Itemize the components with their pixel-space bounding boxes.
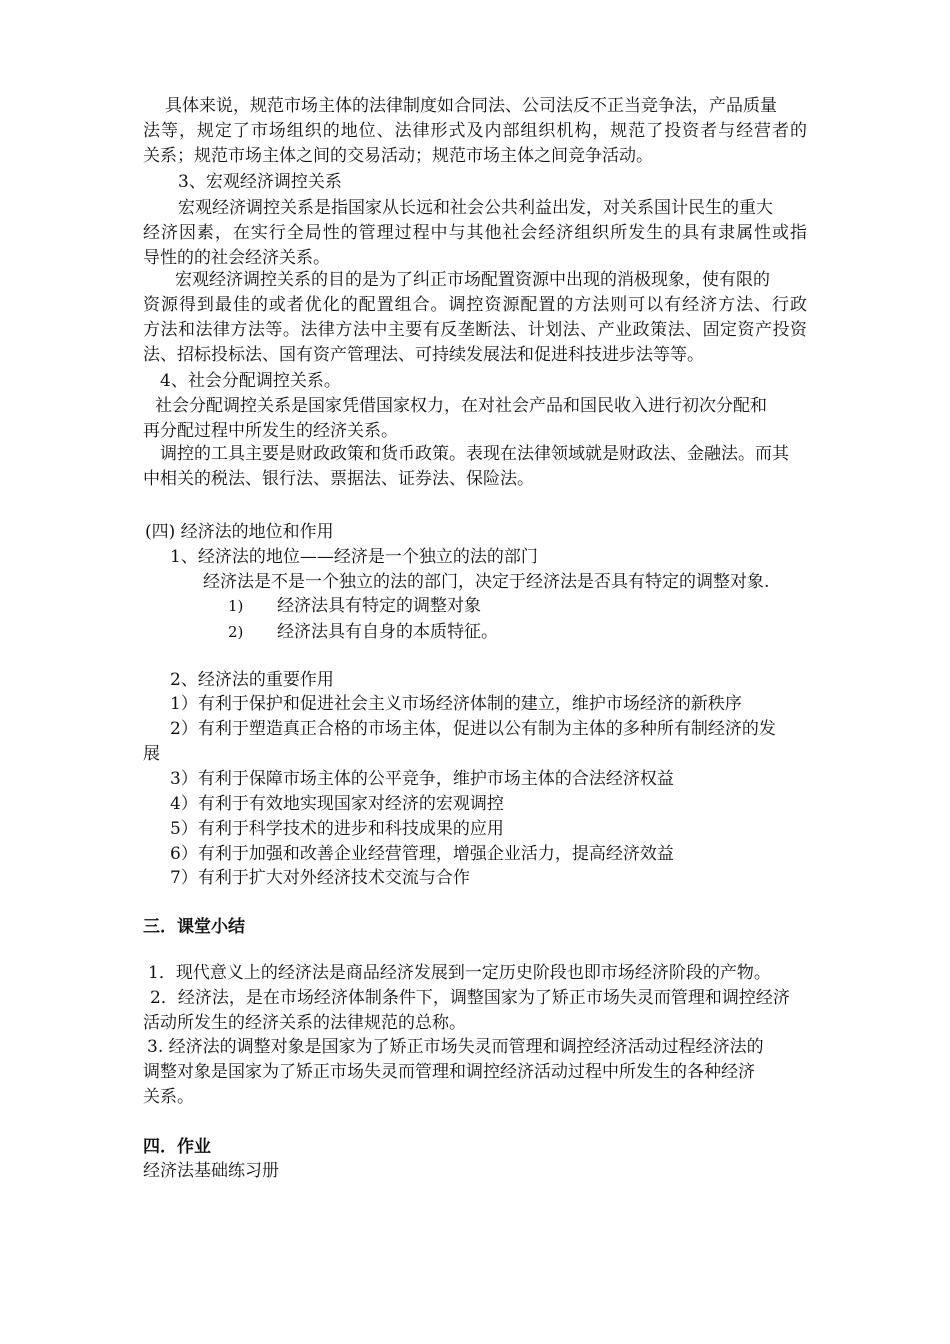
summary-line: 2．经济法，是在市场经济体制条件下，调整国家为了矫正市场失灵而管理和调控经济 (150, 988, 790, 1008)
list-item: 7）有利于扩大对外经济技术交流与合作 (170, 868, 470, 888)
list-item: 经济法具有特定的调整对象 (277, 596, 481, 616)
paragraph-line: 具体来说，规范市场主体的法律制度如合同法、公司法反不正当竞争法，产品质量 (165, 96, 777, 116)
list-item: 5）有利于科学技术的进步和科技成果的应用 (170, 819, 504, 839)
paragraph-line: 中相关的税法、银行法、票据法、证券法、保险法。 (143, 469, 534, 489)
summary-line: 关系。 (143, 1087, 194, 1107)
paragraph-line: 调控的工具主要是财政政策和货币政策。表现在法律领域就是财政法、金融法。而其 (160, 444, 789, 464)
list-item-number: 2) (228, 623, 244, 641)
summary-line: 活动所发生的经济关系的法律规范的总称。 (143, 1013, 466, 1033)
list-item: 1）有利于保护和促进社会主义市场经济体制的建立，维护市场经济的新秩序 (170, 694, 742, 714)
paragraph-line: 导性的的社会经济关系。 (143, 248, 330, 268)
section-heading: (四) 经济法的地位和作用 (145, 522, 334, 542)
subsection-heading: 1、经济法的地位——经济是一个独立的法的部门 (170, 547, 538, 567)
section-title: 三．课堂小结 (143, 917, 245, 937)
list-item: 经济法具有自身的本质特征。 (277, 622, 498, 642)
paragraph-line: 方法和法律方法等。法律方法中主要有反垄断法、计划法、产业政策法、固定资产投资 (143, 320, 807, 340)
paragraph-line: 经济因素，在实行全局性的管理过程中与其他社会经济组织所发生的具有隶属性或指 (143, 223, 807, 243)
list-item: 展 (143, 744, 160, 764)
homework-text: 经济法基础练习册 (143, 1161, 279, 1181)
paragraph-line: 社会分配调控关系是国家凭借国家权力，在对社会产品和国民收入进行初次分配和 (155, 396, 767, 416)
paragraph-line: 法等，规定了市场组织的地位、法律形式及内部组织机构，规范了投资者与经营者的 (143, 121, 807, 141)
summary-line: 调整对象是国家为了矫正市场失灵而管理和调控经济活动过程中所发生的各种经济 (143, 1062, 755, 1082)
list-item: 4）有利于有效地实现国家对经济的宏观调控 (170, 794, 504, 814)
paragraph-line: 经济法是不是一个独立的法的部门，决定于经济法是否具有特定的调整对象. (203, 572, 770, 592)
summary-line: 3. 经济法的调整对象是国家为了矫正市场失灵而管理和调控经济活动过程经济法的 (147, 1037, 764, 1057)
paragraph-line: 再分配过程中所发生的经济关系。 (143, 421, 398, 441)
summary-line: 1．现代意义上的经济法是商品经济发展到一定历史阶段也即市场经济阶段的产物。 (148, 963, 771, 983)
list-item: 6）有利于加强和改善企业经营管理，增强企业活力，提高经济效益 (170, 844, 674, 864)
list-item: 2）有利于塑造真正合格的市场主体，促进以公有制为主体的多种所有制经济的发 (170, 719, 776, 739)
section-heading: 3、宏观经济调控关系 (178, 172, 342, 192)
paragraph-line: 资源得到最佳的或者优化的配置组合。调控资源配置的方法则可以有经济方法、行政 (143, 295, 807, 315)
section-heading: 4、社会分配调控关系。 (160, 371, 341, 391)
section-title: 四．作业 (143, 1137, 211, 1157)
list-item-number: 1) (228, 597, 244, 615)
subsection-heading: 2、经济法的重要作用 (170, 670, 334, 690)
paragraph-line: 法、招标投标法、国有资产管理法、可持续发展法和促进科技进步法等等。 (143, 345, 704, 365)
paragraph-line: 宏观经济调控关系是指国家从长远和社会公共利益出发，对关系国计民生的重大 (178, 198, 773, 218)
paragraph-line: 宏观经济调控关系的目的是为了纠正市场配置资源中出现的消极现象，使有限的 (175, 270, 770, 290)
list-item: 3）有利于保障市场主体的公平竞争，维护市场主体的合法经济权益 (170, 769, 674, 789)
paragraph-line: 关系；规范市场主体之间的交易活动；规范市场主体之间竞争活动。 (143, 146, 653, 166)
